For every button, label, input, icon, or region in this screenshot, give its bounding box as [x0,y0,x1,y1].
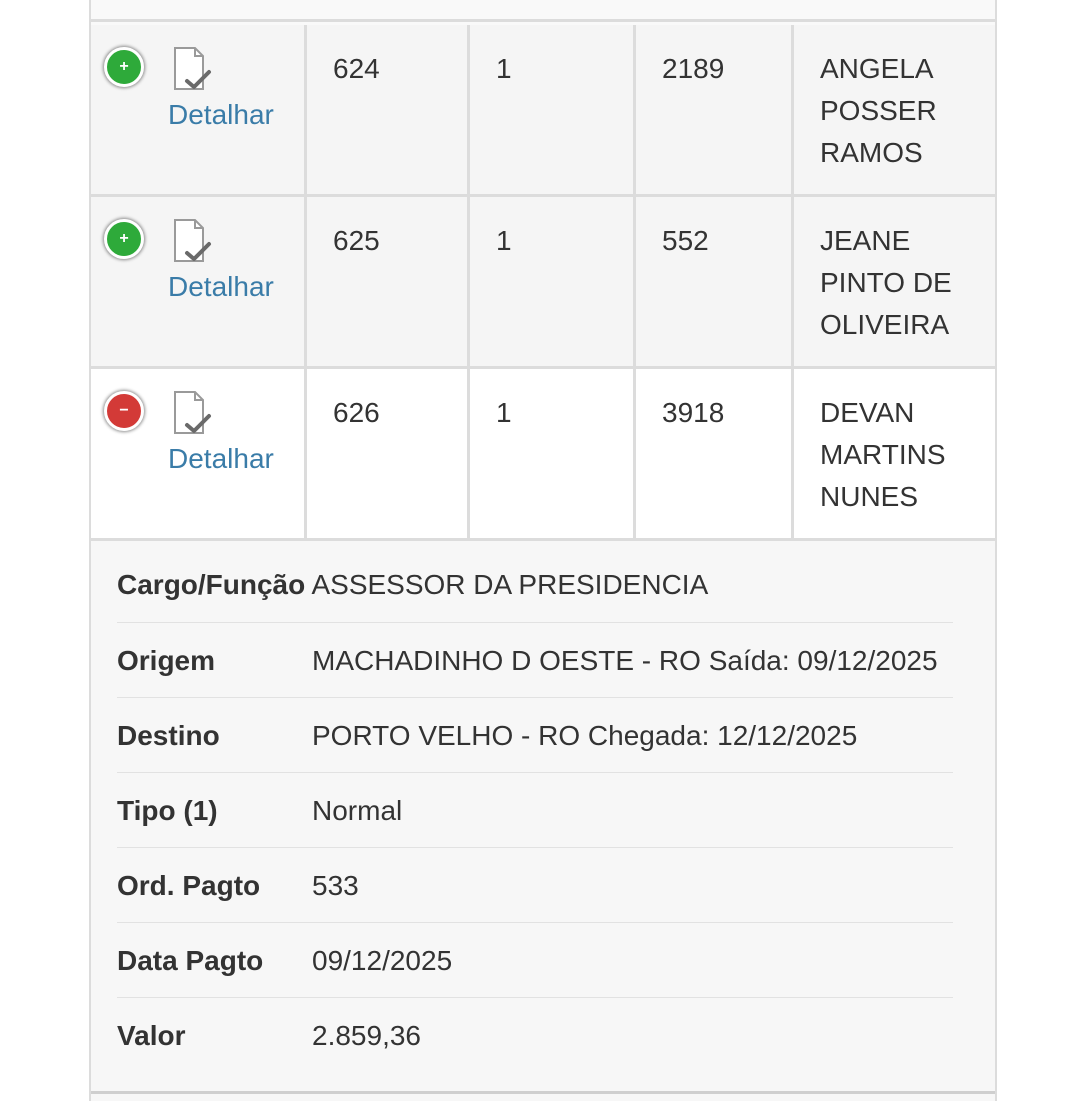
name-line: MARTINS [820,439,946,470]
document-check-icon[interactable] [169,45,215,95]
expand-row-icon[interactable]: + [104,219,144,259]
detalhar-link[interactable]: Detalhar [168,443,274,474]
detail-value: MACHADINHO D OESTE - RO Saída: 09/12/2025 [312,645,938,676]
actions-cell [91,197,307,366]
table-row [91,369,995,541]
cell-code: 2189 [636,25,794,194]
detail-value: 09/12/2025 [312,945,453,976]
detail-value: 533 [312,870,359,901]
name-line: JEANE [820,225,911,256]
detalhar-link[interactable]: Detalhar [168,271,274,302]
row-details-panel [91,541,995,1101]
detalhar-link[interactable]: Detalhar [168,99,274,130]
cell-sequence: 1 [470,197,636,366]
collapse-row-icon[interactable]: − [104,391,144,431]
cell-number: 624 [307,25,470,194]
cell-name [794,369,995,538]
cell-code: 3918 [636,369,794,538]
actions-cell [91,369,307,538]
name-line: POSSER [820,95,937,126]
table-row [91,25,995,197]
cell-name [794,197,995,366]
cell-number: 625 [307,197,470,366]
detail-label: Destino [117,720,220,751]
name-line: RAMOS [820,137,923,168]
cell-code: 552 [636,197,794,366]
detail-row-valor [117,997,953,1072]
detail-row-ord-pagto [117,847,953,922]
expand-row-icon[interactable]: + [104,47,144,87]
name-line: NUNES [820,481,919,512]
name-line: PINTO DE [820,267,952,298]
detail-label: Tipo (1) [117,795,218,826]
name-line: OLIVEIRA [820,309,950,340]
actions-cell [91,25,307,194]
document-check-icon[interactable] [169,217,215,267]
detail-label: Data Pagto [117,945,264,976]
cell-sequence: 1 [470,369,636,538]
results-table [89,0,997,1101]
detail-row-data-pagto [117,922,953,997]
cargo-value: ASSESSOR DA PRESIDENCIA [311,569,709,600]
detail-value: 2.859,36 [312,1020,421,1051]
detail-value: PORTO VELHO - RO Chegada: 12/12/2025 [312,720,858,751]
cargo-line [117,565,708,605]
detail-label: Valor [117,1020,186,1051]
detail-label: Ord. Pagto [117,870,261,901]
detail-row-destino [117,697,953,772]
detail-label: Origem [117,645,216,676]
name-line: DEVAN [820,397,915,428]
cell-sequence: 1 [470,25,636,194]
cell-number: 626 [307,369,470,538]
detail-value: Normal [312,795,403,826]
detail-row-tipo [117,772,953,847]
name-line: ANGELA [820,53,934,84]
cell-name [794,25,995,194]
table-bottom-border [91,1091,995,1094]
cargo-label: Cargo/Função [117,569,306,600]
table-row [91,197,995,369]
previous-row-edge [91,0,995,22]
detail-row-origem [117,622,953,697]
document-check-icon[interactable] [169,389,215,439]
